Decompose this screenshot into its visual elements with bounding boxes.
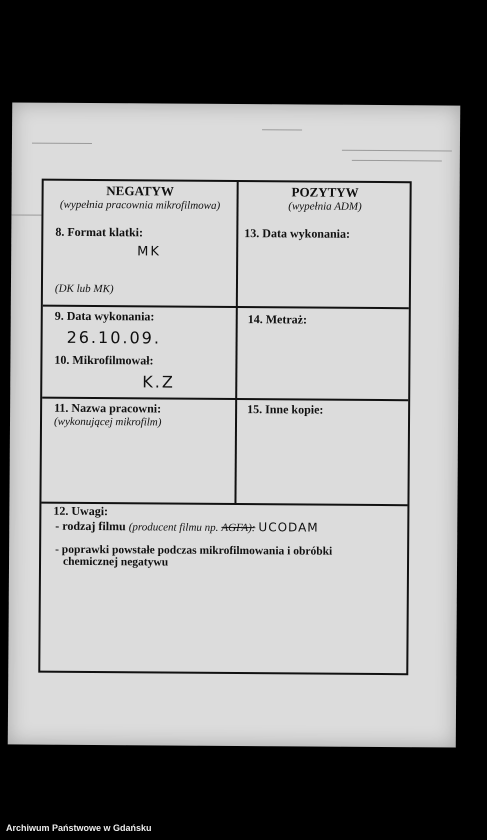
field-12-producer-hint: (producent filmu np.: [128, 521, 219, 534]
negatyw-section: [43, 183, 237, 306]
field-9-value: 26.10.09.: [66, 327, 162, 348]
pozytyw-title: POZYTYW: [291, 184, 359, 200]
field-10-value: K.Z: [142, 372, 175, 392]
field-9-label: 9. Data wykonania:: [54, 308, 155, 324]
field-12-struck-example: AGFA):: [221, 521, 256, 535]
field-15-label: 15. Inne kopie:: [247, 402, 324, 417]
archive-footer: Archiwum Państwowe w Gdańsku: [6, 823, 152, 833]
field-12-line3: chemicznej negatywu: [62, 555, 169, 569]
field-9-10-cell: [42, 307, 236, 398]
form-table: [38, 179, 411, 676]
pozytyw-section: [238, 184, 412, 307]
field-8-label: 8. Format klatki:: [55, 224, 144, 240]
field-12-film-type-label: - rodzaj filmu: [55, 518, 126, 534]
field-8-note: (DK lub MK): [54, 282, 114, 296]
field-14-label: 14. Metraż:: [247, 312, 308, 327]
field-13-label: 13. Data wykonania:: [244, 226, 351, 241]
field-12-line2: - poprawki powstałe podczas mikrofilmowania i obróbki: [55, 543, 333, 558]
field-12-line1: [55, 519, 409, 536]
field-10-label: 10. Mikrofilmował:: [54, 352, 154, 368]
pozytyw-subtitle: (wypełnia ADM): [288, 200, 362, 213]
field-14-cell: [237, 308, 411, 399]
field-15-cell: [236, 400, 410, 504]
field-12-cell: [40, 504, 409, 675]
scanned-form-page: [8, 102, 460, 747]
field-8-value: MK: [137, 244, 162, 260]
field-12-label: 12. Uwagi:: [53, 503, 109, 519]
field-11-cell: [41, 399, 235, 503]
negatyw-subtitle: (wypełnia pracownia mikrofilmowa): [59, 198, 221, 212]
field-11-label: 11. Nazwa pracowni:: [54, 400, 162, 416]
field-11-note: (wykonującej mikrofilm): [53, 415, 162, 429]
negatyw-title: NEGATYW: [106, 183, 175, 199]
field-12-film-type-value: UCODAM: [258, 520, 319, 535]
